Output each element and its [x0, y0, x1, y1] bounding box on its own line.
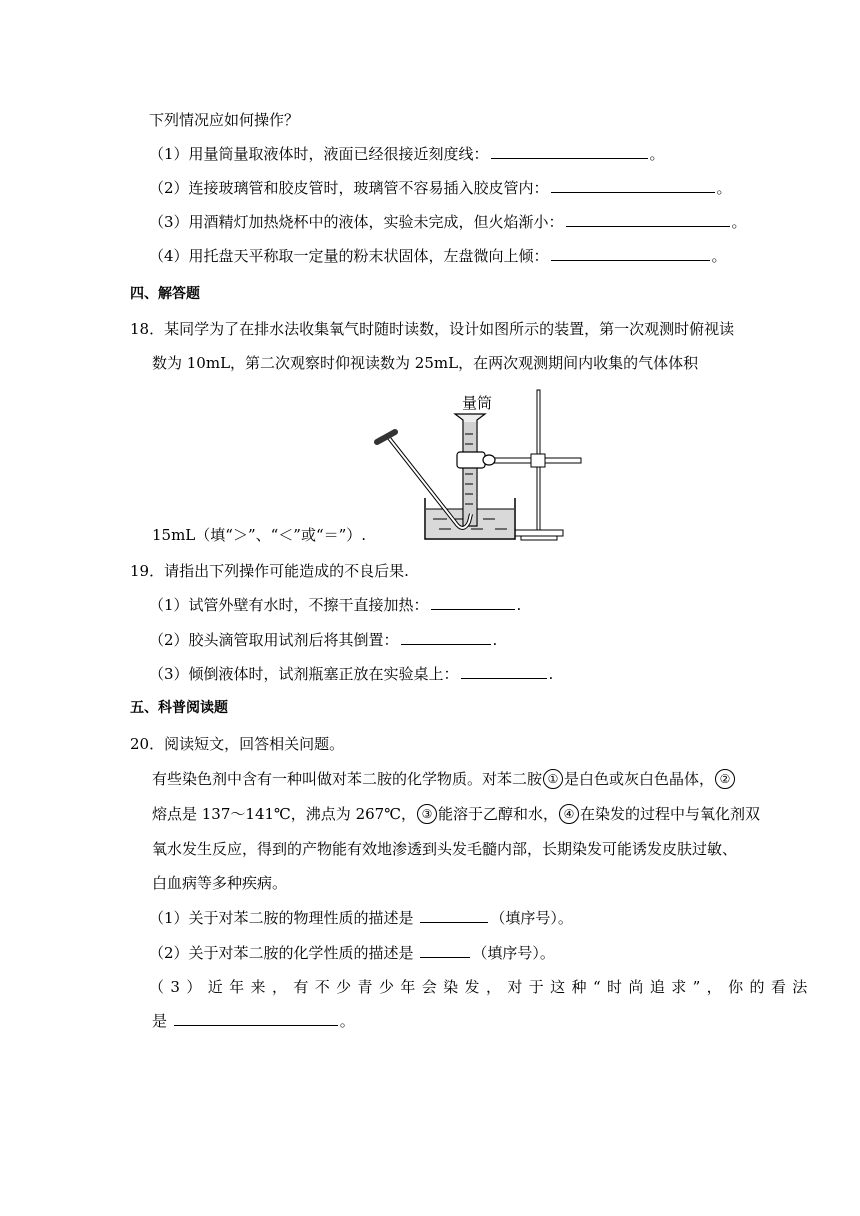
- q20-para-line-3: 氧水发生反应，得到的产物能有效地渗透到头发毛髓内部，长期染发可能诱发皮肤过敏、: [152, 840, 738, 858]
- answer-blank[interactable]: [420, 942, 470, 958]
- q20-sub-3-line-2: [152, 1010, 355, 1032]
- q20-stem: 20．阅读短文，回答相关问题。: [130, 735, 345, 753]
- section-heading-4: 四、解答题: [130, 286, 200, 302]
- punct: .: [548, 665, 554, 683]
- answer-blank[interactable]: [566, 211, 730, 227]
- answer-blank[interactable]: [491, 143, 648, 159]
- q19-item-2: [149, 629, 497, 651]
- circled-number: ④: [559, 804, 579, 824]
- circled-number: ②: [715, 769, 735, 789]
- para-text: 在染发的过程中与氧化剂双: [580, 805, 761, 823]
- punct: .: [516, 596, 522, 614]
- punct: 。: [711, 247, 727, 265]
- answer-blank[interactable]: [551, 177, 715, 193]
- figure-label: 量筒: [461, 394, 493, 412]
- q20-para-line-1: [152, 768, 736, 790]
- para-text: 熔点是 137～141℃，沸点为 267℃，: [152, 805, 416, 823]
- answer-blank[interactable]: [431, 594, 515, 610]
- punct: 。: [731, 213, 747, 231]
- sub-text: （2）关于对苯二胺的化学性质的描述是: [149, 944, 414, 962]
- sub-text: （填序号）。: [490, 909, 573, 927]
- q19-item-2-text: （2）胶头滴管取用试剂后将其倒置：: [149, 631, 399, 649]
- sub-text: 是: [152, 1012, 168, 1030]
- q17-item-3: [149, 211, 747, 233]
- apparatus-figure: [373, 386, 585, 550]
- para-text: 有些染色剂中含有一种叫做对苯二胺的化学物质。对苯二胺: [152, 770, 543, 788]
- q19-item-1-text: （1）试管外壁有水时，不擦干直接加热：: [149, 596, 429, 614]
- intro-text: 下列情况应如何操作？: [149, 111, 300, 129]
- q20-para-line-4: 白血病等多种疾病。: [152, 874, 288, 892]
- q17-item-3-text: （3）用酒精灯加热烧杯中的液体，实验未完成，但火焰渐小：: [149, 213, 564, 231]
- q19-item-3: [149, 663, 553, 685]
- q19-item-3-text: （3）倾倒液体时，试剂瓶塞正放在实验桌上：: [149, 665, 459, 683]
- punct: 。: [649, 145, 665, 163]
- q17-item-1-text: （1）用量筒量取液体时，液面已经很接近刻度线：: [149, 145, 489, 163]
- sub-text: （1）关于对苯二胺的物理性质的描述是: [149, 909, 414, 927]
- answer-blank[interactable]: [551, 245, 710, 261]
- answer-blank[interactable]: [420, 907, 488, 923]
- q17-item-4: [149, 245, 727, 267]
- q18-line-2: 数为 10mL，第二次观察时仰视读数为 25mL，在两次观测期间内收集的气体体积: [152, 354, 699, 372]
- q17-item-2: [149, 177, 732, 199]
- para-text: 能溶于乙醇和水，: [438, 805, 559, 823]
- q20-para-line-2: [152, 803, 760, 825]
- q17-item-2-text: （2）连接玻璃管和胶皮管时，玻璃管不容易插入胶皮管内：: [149, 179, 549, 197]
- circled-number: ①: [543, 769, 563, 789]
- punct: 。: [339, 1012, 355, 1030]
- q18-line-1: 18．某同学为了在排水法收集氧气时随时读数，设计如图所示的装置，第一次观测时俯视读: [130, 320, 735, 338]
- q20-sub-2: [149, 942, 555, 964]
- apparatus-diagram: [373, 386, 585, 546]
- punct: .: [492, 631, 498, 649]
- q17-item-1: [149, 143, 665, 165]
- answer-blank[interactable]: [461, 663, 547, 679]
- q17-item-4-text: （4）用托盘天平称取一定量的粉末状固体，左盘微向上倾：: [149, 247, 549, 265]
- section-heading-5: 五、科普阅读题: [130, 700, 228, 716]
- answer-blank[interactable]: [401, 629, 491, 645]
- circled-number: ③: [417, 804, 437, 824]
- sub-text: （填序号）。: [472, 944, 555, 962]
- punct: 。: [716, 179, 732, 197]
- q20-sub-1: [149, 907, 573, 929]
- q18-line-3: 15mL（填“＞”、“＜”或“＝”）.: [152, 526, 367, 544]
- q19-item-1: [149, 594, 521, 616]
- q20-sub-3-line-1: （3）近年来，有不少青少年会染发，对于这种“时尚追求”，你的看法: [149, 978, 814, 996]
- answer-blank[interactable]: [174, 1010, 338, 1026]
- q19-stem: 19．请指出下列操作可能造成的不良后果.: [130, 562, 409, 580]
- para-text: 是白色或灰白色晶体，: [564, 770, 715, 788]
